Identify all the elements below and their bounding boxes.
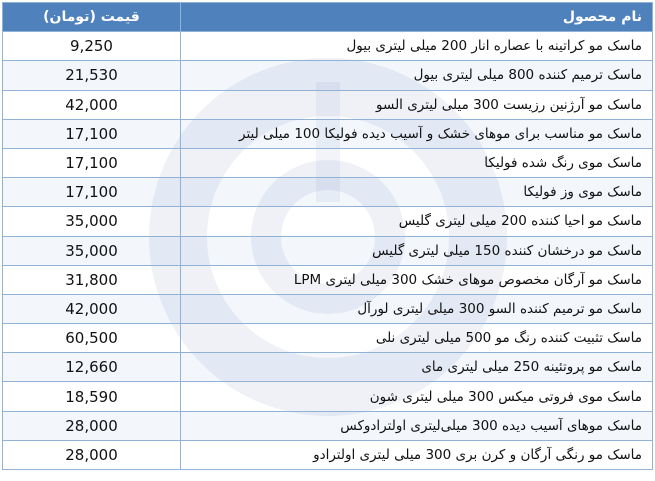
table-row bbox=[3, 32, 653, 61]
product-name: ماسک ترمیم کننده 800 میلی لیتری بیول bbox=[181, 61, 653, 90]
product-name: ماسک موی وز فولیکا bbox=[181, 178, 653, 207]
product-name: ماسک مو آرژنین رزیست 300 میلی لیتری السو bbox=[181, 90, 653, 119]
product-name: ماسک مو آرگان مخصوص موهای خشک 300 میلی لیتری LPM bbox=[181, 265, 653, 294]
table-row bbox=[3, 382, 653, 411]
product-price: 12,660 bbox=[3, 353, 181, 382]
product-price: 35,000 bbox=[3, 207, 181, 236]
table-row bbox=[3, 90, 653, 119]
product-price: 21,530 bbox=[3, 61, 181, 90]
product-name: ماسک مو احیا کننده 200 میلی لیتری گلیس bbox=[181, 207, 653, 236]
product-price: 60,500 bbox=[3, 324, 181, 353]
product-name: ماسک مو پروتئینه 250 میلی لیتری مای bbox=[181, 353, 653, 382]
product-price: 9,250 bbox=[3, 32, 181, 61]
table-row bbox=[3, 294, 653, 323]
product-price: 17,100 bbox=[3, 148, 181, 177]
table-row bbox=[3, 324, 653, 353]
product-price: 42,000 bbox=[3, 294, 181, 323]
product-name: ماسک موی رنگ شده فولیکا bbox=[181, 148, 653, 177]
price-table bbox=[2, 2, 653, 470]
table-row bbox=[3, 207, 653, 236]
table-row bbox=[3, 353, 653, 382]
table-row bbox=[3, 236, 653, 265]
table-row bbox=[3, 178, 653, 207]
product-name: ماسک مو کراتینه با عصاره انار 200 میلی لیتری بیول bbox=[181, 32, 653, 61]
product-name: ماسک موی فروتی میکس 300 میلی لیتری شون bbox=[181, 382, 653, 411]
header-product-name: نام محصول bbox=[181, 3, 653, 32]
table-row bbox=[3, 119, 653, 148]
product-price: 28,000 bbox=[3, 411, 181, 440]
table-header-row bbox=[3, 3, 653, 32]
table-row bbox=[3, 411, 653, 440]
product-name: ماسک مو رنگی آرگان و کرن بری 300 میلی لیتری اولترادو bbox=[181, 440, 653, 469]
product-price: 17,100 bbox=[3, 178, 181, 207]
product-name: ماسک تثبیت کننده رنگ مو 500 میلی لیتری نلی bbox=[181, 324, 653, 353]
table-row bbox=[3, 148, 653, 177]
table-row bbox=[3, 265, 653, 294]
product-name: ماسک مو مناسب برای موهای خشک و آسیب دیده فولیکا 100 میلی لیتر bbox=[181, 119, 653, 148]
product-price: 18,590 bbox=[3, 382, 181, 411]
product-price: 31,800 bbox=[3, 265, 181, 294]
product-price: 28,000 bbox=[3, 440, 181, 469]
product-price: 42,000 bbox=[3, 90, 181, 119]
product-price: 17,100 bbox=[3, 119, 181, 148]
product-name: ماسک مو درخشان کننده 150 میلی لیتری گلیس bbox=[181, 236, 653, 265]
header-price: قیمت (تومان) bbox=[3, 3, 181, 32]
product-price: 35,000 bbox=[3, 236, 181, 265]
product-name: ماسک موهای آسیب دیده 300 میلی‌لیتری اولترادوکس bbox=[181, 411, 653, 440]
product-name: ماسک مو ترمیم کننده السو 300 میلی لیتری لورآل bbox=[181, 294, 653, 323]
table-row bbox=[3, 440, 653, 469]
table-row bbox=[3, 61, 653, 90]
